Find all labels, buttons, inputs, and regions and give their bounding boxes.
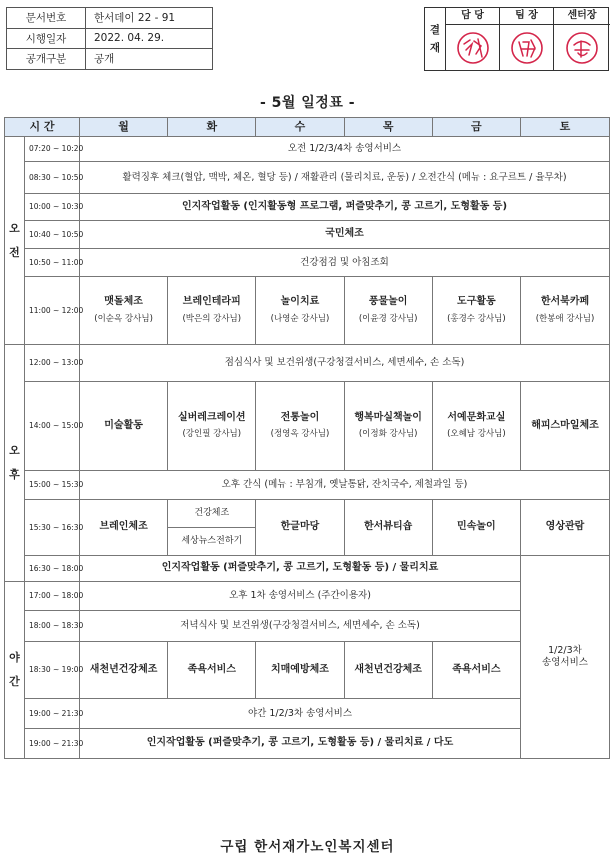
class-cell-thu (344, 382, 432, 471)
approval-side-char-2: 재 (429, 42, 441, 54)
class-cell-wed (256, 382, 344, 471)
class-instructor: (홍경수 강사님) (447, 313, 506, 324)
time-cell: 18:00 ~ 18:30 (25, 611, 80, 642)
time-cell: 11:00 ~ 12:00 (25, 277, 80, 345)
table-row (5, 699, 610, 729)
table-row (5, 729, 610, 759)
period-morning-char-2: 전 (9, 245, 20, 259)
activity-cell: 국민체조 (80, 221, 610, 249)
organization-name: 구립 한서재가노인복지센터 (220, 839, 395, 855)
class-cell-sat: 영상관람 (521, 500, 610, 556)
approval-director-stamp-icon (554, 25, 610, 71)
activity-cell: 인지작업활동 (인지활동형 프로그램, 퍼즐맞추기, 콩 고르기, 도형활동 등) (80, 194, 610, 221)
saturday-evening-shuttle (521, 556, 610, 759)
table-row (5, 162, 610, 194)
period-afternoon-char-1: 오 (9, 444, 20, 457)
class-cell-fri (432, 382, 520, 471)
disclosure-value: 공개 (86, 49, 213, 70)
class-instructor: (이순옥 강사님) (94, 313, 153, 324)
table-row (5, 345, 610, 382)
table-row (5, 642, 610, 699)
class-cell-wed (256, 277, 344, 345)
table-row (5, 500, 610, 528)
period-night-char-1: 야 (9, 651, 20, 664)
table-row (5, 137, 610, 162)
class-name: 도구활동 (457, 296, 496, 308)
page-title: - 5월 일정표 - (259, 95, 356, 111)
activity-cell: 오후 간식 (메뉴 : 부침개, 옛날통닭, 잔치국수, 제철과일 등) (80, 471, 610, 500)
header-day-wed: 수 (256, 118, 344, 137)
class-cell-tue-bottom: 세상뉴스전하기 (168, 528, 256, 556)
activity-cell-tue: 족욕서비스 (168, 642, 256, 699)
table-row (5, 249, 610, 277)
class-name: 맷돌체조 (104, 296, 143, 308)
class-cell-thu: 한서뷰티숍 (344, 500, 432, 556)
class-instructor: (나영순 강사님) (270, 313, 330, 324)
period-morning-char-1: 오 (9, 221, 20, 235)
class-name: 놀이치료 (280, 296, 320, 308)
activity-cell: 점심식사 및 보건위생(구강청결서비스, 세면세수, 손 소독) (80, 345, 610, 382)
approval-director (554, 8, 610, 70)
disclosure-label: 공개구분 (7, 49, 86, 70)
class-name: 풍물놀이 (368, 296, 408, 308)
table-row (5, 194, 610, 221)
approval-staff-stamp-icon (446, 25, 499, 71)
time-cell: 12:00 ~ 13:00 (25, 345, 80, 382)
time-cell: 14:00 ~ 15:00 (25, 382, 80, 471)
approval-team-leader-stamp-icon (500, 25, 553, 71)
saturday-evening-line-1: 1/2/3차 (548, 645, 582, 657)
time-cell: 07:20 ~ 10:20 (25, 137, 80, 162)
approval-box (424, 7, 609, 71)
class-name: 한서북카페 (540, 296, 590, 308)
schedule-header-row (5, 118, 610, 137)
class-cell-fri (432, 277, 520, 345)
activity-cell-wed: 치매예방체조 (256, 642, 344, 699)
class-instructor: (박은의 강사님) (182, 313, 242, 324)
document-info-table (6, 7, 213, 70)
time-cell: 16:30 ~ 18:00 (25, 556, 80, 582)
class-name: 실버레크레이션 (177, 411, 246, 423)
activity-cell: 오후 1차 송영서비스 (주간이용자) (80, 582, 521, 611)
class-name: 해피스마일체조 (531, 419, 599, 431)
class-name: 전통놀이 (280, 411, 320, 423)
class-cell-thu (344, 277, 432, 345)
doc-number-row (7, 8, 213, 29)
class-cell-wed: 한글마당 (256, 500, 344, 556)
table-row (5, 471, 610, 500)
time-cell: 10:40 ~ 10:50 (25, 221, 80, 249)
class-name: 행복마실책놀이 (354, 411, 422, 423)
class-name: 브레인테라피 (182, 296, 241, 308)
activity-cell: 활력징후 체크(혈압, 맥박, 체온, 혈당 등) / 재활관리 (물리치료, 운동) / 오전간식 (메뉴 : 요구르트 / 율무차) (80, 162, 610, 194)
schedule-table (4, 117, 610, 759)
time-cell: 19:00 ~ 21:30 (25, 729, 80, 759)
class-cell-tue (168, 277, 256, 345)
approval-team-leader (500, 8, 554, 70)
period-night-char-2: 간 (9, 675, 20, 688)
class-instructor: (이정화 강사님) (358, 429, 418, 440)
issue-date-value: 2022. 04. 29. (86, 28, 213, 49)
period-afternoon (5, 345, 25, 582)
header-day-fri: 금 (432, 118, 520, 137)
class-instructor: (강인필 강사님) (182, 429, 242, 440)
header-time: 시 간 (5, 118, 80, 137)
period-night (5, 582, 25, 759)
activity-cell-mon: 새천년건강체조 (80, 642, 168, 699)
period-afternoon-char-2: 후 (9, 468, 20, 481)
class-name: 미술활동 (104, 419, 143, 431)
approval-team-leader-role: 팀 장 (500, 8, 553, 25)
header-day-tue: 화 (168, 118, 256, 137)
activity-cell-thu: 새천년건강체조 (344, 642, 432, 699)
class-instructor: (이윤경 강사님) (358, 313, 418, 324)
activity-cell: 야간 1/2/3차 송영서비스 (80, 699, 521, 729)
activity-cell: 오전 1/2/3/4차 송영서비스 (80, 137, 610, 162)
class-name: 서예문화교실 (447, 411, 506, 423)
activity-cell: 저녁식사 및 보건위생(구강청결서비스, 세면세수, 손 소독) (80, 611, 521, 642)
class-cell-mon (80, 277, 168, 345)
time-cell: 19:00 ~ 21:30 (25, 699, 80, 729)
time-cell: 10:00 ~ 10:30 (25, 194, 80, 221)
activity-cell: 인지작업활동 (퍼즐맞추기, 콩 고르기, 도형활동 등) / 물리치료 / 다도 (80, 729, 521, 759)
table-row (5, 611, 610, 642)
time-cell: 17:00 ~ 18:00 (25, 582, 80, 611)
table-row (5, 221, 610, 249)
class-cell-sat (521, 382, 610, 471)
issue-date-label: 시행일자 (7, 28, 86, 49)
table-row (5, 277, 610, 345)
activity-cell: 건강점검 및 아침조회 (80, 249, 610, 277)
approval-side-char-1: 결 (429, 24, 441, 36)
disclosure-row (7, 49, 213, 70)
table-row (5, 556, 610, 582)
table-row (5, 582, 610, 611)
header-day-sat: 토 (521, 118, 610, 137)
doc-number-label: 문서번호 (7, 8, 86, 29)
time-cell: 15:00 ~ 15:30 (25, 471, 80, 500)
saturday-evening-line-2: 송영서비스 (542, 657, 588, 668)
time-cell: 15:30 ~ 16:30 (25, 500, 80, 556)
approval-staff (446, 8, 500, 70)
time-cell: 08:30 ~ 10:50 (25, 162, 80, 194)
approval-side-label (425, 8, 446, 70)
time-cell: 10:50 ~ 11:00 (25, 249, 80, 277)
class-cell-mon (80, 382, 168, 471)
period-morning (5, 137, 25, 345)
class-instructor: (오혜남 강사님) (447, 429, 506, 440)
class-instructor: (한봉애 강사님) (535, 313, 595, 324)
class-instructor: (정영옥 강사님) (270, 429, 330, 440)
class-cell-mon: 브레인체조 (80, 500, 168, 556)
activity-cell: 인지작업활동 (퍼즐맞추기, 콩 고르기, 도형활동 등) / 물리치료 (80, 556, 521, 582)
class-cell-fri: 민속놀이 (432, 500, 520, 556)
approval-staff-role: 담 당 (446, 8, 499, 25)
doc-number-value: 한서데이 22 - 91 (86, 8, 213, 29)
class-cell-tue-top: 건강체조 (168, 500, 256, 528)
time-cell: 18:30 ~ 19:00 (25, 642, 80, 699)
approval-director-role: 센터장 (554, 8, 610, 25)
class-cell-tue (168, 382, 256, 471)
header-day-mon: 월 (80, 118, 168, 137)
activity-cell-fri: 족욕서비스 (432, 642, 520, 699)
issue-date-row (7, 28, 213, 49)
table-row (5, 382, 610, 471)
class-cell-sat (521, 277, 610, 345)
header-day-thu: 목 (344, 118, 432, 137)
